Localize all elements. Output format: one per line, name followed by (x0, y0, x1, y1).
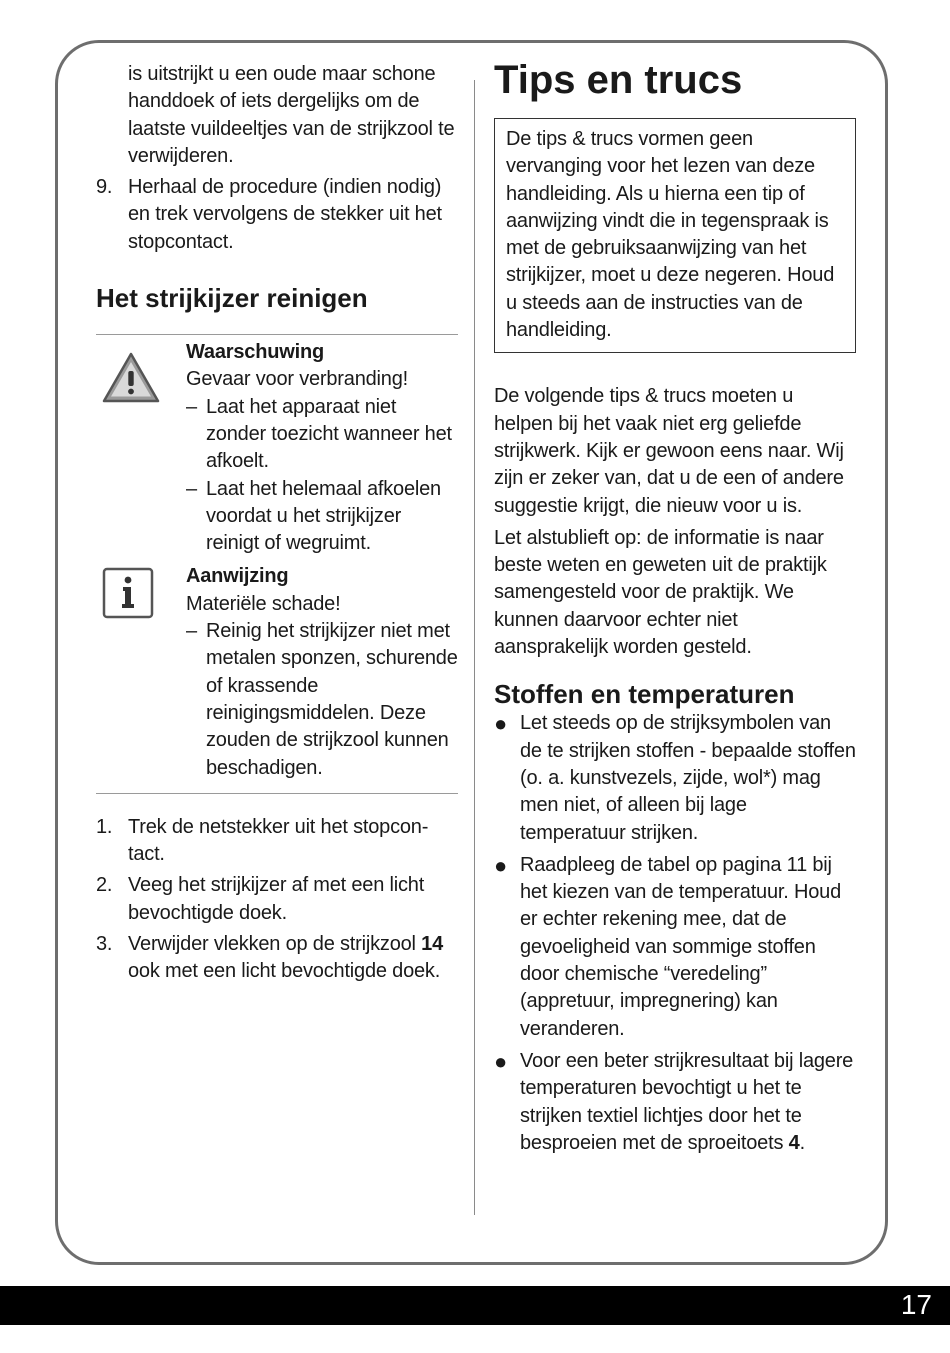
bullet-list (494, 710, 856, 1157)
footer-bar (0, 1286, 950, 1325)
step-item (96, 814, 458, 869)
notice-body (186, 563, 458, 781)
section-heading: Stoffen en temperaturen (494, 679, 795, 710)
intro-paragraph: De volgende tips & trucs moeten u helpen bij het vaak niet erg geliefde strijkwerk. Kijk er gewoon eens naar. Wij zijn er zeker van, dat u de een of andere suggestie krijgt, die nieuw voor u is. (494, 385, 844, 517)
liability-paragraph: Let alstublieft op: de informatie is naar beste weten en geweten uit de praktijk samengesteld voor de praktijk. We kunnen daarvoor echter niet aansprakelijk worden gesteld. (494, 526, 827, 659)
step-text: Verwijder vlekken op de strijkzool 14 ook met een licht bevochtigde doek. (128, 933, 443, 983)
warning-item-text: Laat het apparaat niet zonder toezicht wanneer het afkoelt. (206, 395, 452, 473)
warning-item: – Laat het helemaal afkoelen voordat u het strijkijzer reinigt of wegruimt. (186, 476, 458, 558)
list-item (494, 710, 856, 846)
warning-body (186, 339, 458, 557)
step-number: 9. (96, 176, 113, 199)
right-column (494, 57, 856, 1157)
warning-item-text: Laat het helemaal afkoelen voordat u het strijkijzer reinigt of wegruimt. (206, 477, 441, 555)
warning-triangle-icon (96, 339, 186, 557)
notice-subtitle: Materiële schade! (186, 592, 341, 615)
bullet-icon: ● (494, 1048, 508, 1074)
step-text: Trek de netstekker uit het stopcon-tact. (128, 815, 429, 866)
step-number: 3. (96, 933, 113, 956)
notice-block (96, 563, 458, 781)
left-column (96, 61, 458, 986)
notice-item: – Reinig het strijkijzer niet met metalen sponzen, schurende of krassende reinigingsmiddelen. Deze zouden de strijkzool kunnen beschadigen. (186, 618, 458, 782)
step-number: 1. (96, 815, 113, 838)
bullet-icon: ● (494, 711, 508, 737)
cleaning-steps (96, 814, 458, 986)
section-heading: Het strijkijzer reinigen (96, 283, 368, 314)
disclaimer-box (494, 118, 856, 353)
step-item (96, 174, 458, 256)
list-item-text: Voor een beter strijkresultaat bij lagere temperaturen bevochtigt u het te strijken textiel lichtjes door het te besproeien met de sproeitoets 4. (520, 1049, 854, 1154)
list-item-text: Let steeds op de strijksymbolen van de te strijken stoffen - bepaalde stoffen (o. a. kunstvezels, zijde, wol*) mag men niet, of alleen bij lage temperatuur strijken. (520, 712, 856, 844)
list-item (494, 852, 856, 1043)
warning-title: Waarschuwing (186, 341, 324, 364)
page-title: Tips en trucs (494, 58, 743, 102)
notice-title: Aanwijzing (186, 565, 289, 588)
warning-block (96, 339, 458, 557)
disclaimer-text: De tips & trucs vormen geen vervanging voor het lezen van deze handleiding. Als u hierna een tip of aanwijzing vindt die in tegenspraak is met de gebruiksaanwijzing van het strijkijzer, moet u deze negeren. Houd u steeds aan de instructies van de handleiding. (506, 128, 835, 342)
safety-notice-box (96, 334, 458, 794)
step-list-continued (96, 174, 458, 256)
part-number: 4 (788, 1131, 800, 1154)
column-divider (474, 80, 475, 1215)
step-item (96, 931, 458, 986)
step-text: Herhaal de procedure (indien nodig) en trek vervolgens de stekker uit het stopcontact. (128, 176, 442, 253)
warning-subtitle: Gevaar voor verbranding! (186, 368, 408, 391)
step-item (96, 872, 458, 927)
notice-item-text: Reinig het strijkijzer niet met metalen sponzen, schurende of krassende reinigingsmiddelen. Deze zouden de strijkzool kunnen beschadigen. (206, 620, 458, 779)
page-number: 17 (900, 1289, 932, 1320)
bullet-icon: ● (494, 852, 508, 878)
info-icon (96, 563, 186, 781)
list-item (494, 1048, 856, 1157)
step-number: 2. (96, 874, 113, 897)
list-item-text: Raadpleeg de tabel op pagina 11 bij het kiezen van de temperatuur. Houd er echter rekening mee, dat de gevoeligheid van sommige stoffen door chemische “veredeling” (appretuur, impregnering) kan veranderen. (520, 853, 841, 1040)
continuation-text: is uitstrijkt u een oude maar schone handdoek of iets dergelijks om de laatste vuildeeltjes van de strijkzool te verwijderen. (128, 63, 455, 167)
part-number: 14 (421, 933, 443, 956)
warning-item: – Laat het apparaat niet zonder toezicht wanneer het afkoelt. (186, 394, 458, 476)
step-text: Veeg het strijkijzer af met een licht bevochtigde doek. (128, 874, 425, 924)
